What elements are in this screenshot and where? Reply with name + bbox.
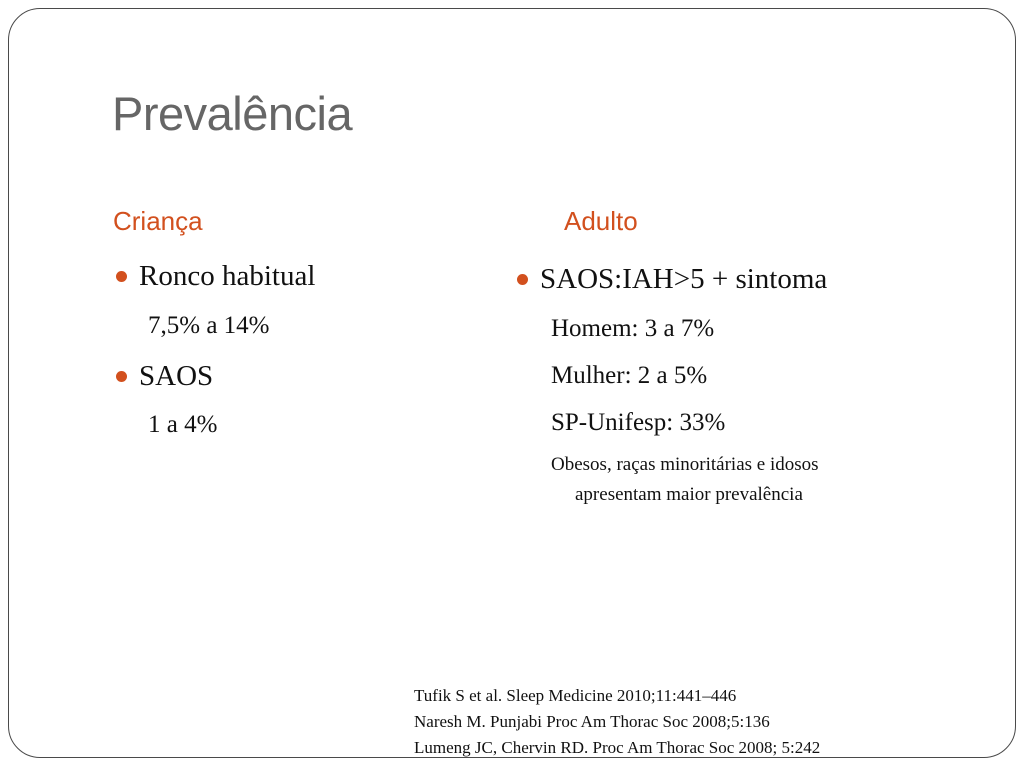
bullet-label: SAOS bbox=[139, 360, 214, 392]
bullet-dot-icon bbox=[517, 274, 528, 285]
reference-item: Naresh M. Punjabi Proc Am Thorac Soc 2008;5:136 bbox=[414, 712, 770, 731]
detail-homem: Homem: 3 a 7% bbox=[551, 315, 715, 342]
detail-sp-unifesp: SP-Unifesp: 33% bbox=[551, 409, 726, 436]
references bbox=[414, 683, 820, 761]
bullet-dot-icon bbox=[116, 271, 127, 282]
bullet-dot-icon bbox=[116, 371, 127, 382]
bullet-label: Ronco habitual bbox=[139, 260, 316, 292]
bullet-label: SAOS:IAH>5 + sintoma bbox=[540, 263, 828, 295]
detail-mulher: Mulher: 2 a 5% bbox=[551, 362, 708, 389]
note-line-1: Obesos, raças minoritárias e idosos bbox=[551, 454, 819, 475]
bullet-detail: 1 a 4% bbox=[148, 411, 218, 438]
bullet-item bbox=[517, 263, 827, 296]
bullet-item bbox=[116, 260, 315, 293]
slide-title: Prevalência bbox=[112, 87, 353, 140]
reference-item: Lumeng JC, Chervin RD. Proc Am Thorac Soc 2008; 5:242 bbox=[414, 738, 821, 757]
column-heading-crianca: Criança bbox=[113, 206, 203, 236]
note-line-2: apresentam maior prevalência bbox=[575, 484, 803, 505]
bullet-detail: 7,5% a 14% bbox=[148, 312, 270, 339]
bullet-item bbox=[116, 360, 213, 393]
column-heading-adulto: Adulto bbox=[564, 206, 638, 236]
reference-item: Tufik S et al. Sleep Medicine 2010;11:441–446 bbox=[414, 686, 737, 705]
